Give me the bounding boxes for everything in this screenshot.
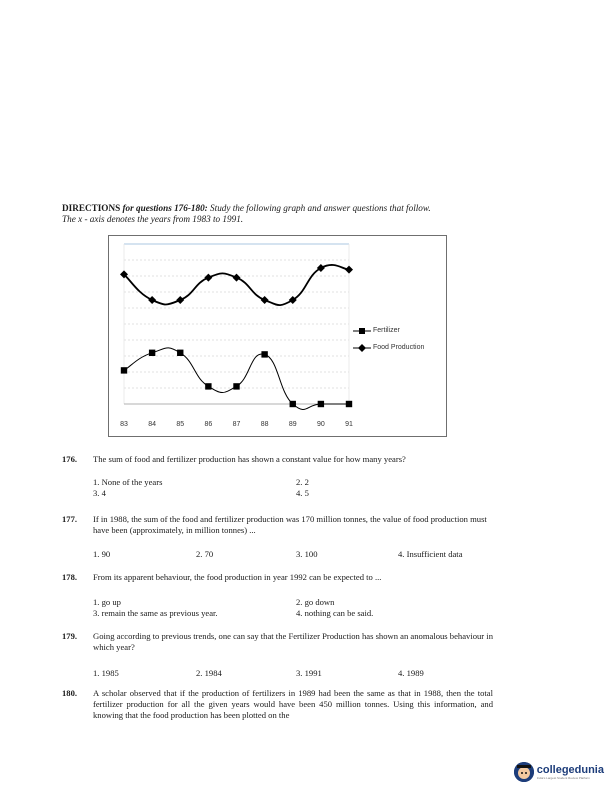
directions-lead: DIRECTIONS xyxy=(62,203,121,213)
x-tick-label: 86 xyxy=(204,421,213,428)
x-tick-label: 89 xyxy=(288,421,297,428)
diamond-marker-icon xyxy=(353,344,371,352)
data-point xyxy=(261,296,269,304)
directions-range: for questions 176-180: xyxy=(122,203,208,213)
question-176 xyxy=(0,454,612,500)
x-tick-label: 91 xyxy=(345,421,353,428)
question-text: Going according to previous trends, one can say that the Fertilizer Production has shown an anomalous behaviour in which year? xyxy=(93,631,493,652)
x-tick-label: 84 xyxy=(148,421,157,428)
option[interactable]: 4. Insufficient data xyxy=(398,549,463,559)
x-tick-label: 83 xyxy=(120,421,128,428)
question-number: 177. xyxy=(62,514,78,524)
option[interactable]: 1. None of the years xyxy=(93,477,163,487)
x-tick-label: 85 xyxy=(176,421,185,428)
data-point xyxy=(177,350,183,356)
option[interactable]: 1. 90 xyxy=(93,549,111,559)
directions-text: Study the following graph and answer questions that follow. xyxy=(210,203,431,213)
option[interactable]: 3. 100 xyxy=(296,549,318,559)
option[interactable]: 3. 4 xyxy=(93,488,106,498)
mascot-icon xyxy=(514,762,534,782)
logo-tagline: India's Largest Student Review Platform xyxy=(536,775,591,780)
logo-name: collegedunia xyxy=(536,763,604,776)
option[interactable]: 4. 1989 xyxy=(398,668,424,678)
option[interactable]: 2. go down xyxy=(296,597,335,607)
series-line-food-production xyxy=(124,265,349,305)
question-number: 180. xyxy=(62,688,78,698)
question-number: 179. xyxy=(62,631,78,641)
legend-label: Fertilizer xyxy=(373,327,400,334)
option[interactable]: 1. 1985 xyxy=(93,668,119,678)
option[interactable]: 3. 1991 xyxy=(296,668,322,678)
option[interactable]: 2. 1984 xyxy=(196,668,222,678)
question-180 xyxy=(0,688,612,728)
chart-legend xyxy=(353,322,424,356)
data-point xyxy=(233,274,241,282)
x-tick-label: 87 xyxy=(232,421,241,428)
data-point xyxy=(346,401,352,407)
data-point xyxy=(345,266,353,274)
option[interactable]: 2. 70 xyxy=(196,549,214,559)
option[interactable]: 1. go up xyxy=(93,597,121,607)
question-179 xyxy=(0,631,612,681)
data-point xyxy=(176,296,184,304)
question-text: If in 1988, the sum of the food and fertilizer production was 170 million tonnes, the value of food production must have been (approximately, in million tonnes) ... xyxy=(93,514,487,535)
option[interactable]: 4. 5 xyxy=(296,488,309,498)
x-tick-label: 90 xyxy=(316,421,325,428)
question-number: 176. xyxy=(62,454,78,464)
directions-line2: The x - axis denotes the years from 1983 to 1991. xyxy=(62,214,244,224)
question-number: 178. xyxy=(62,572,78,582)
data-point xyxy=(121,367,127,373)
legend-item-fertilizer xyxy=(353,322,424,339)
question-text: The sum of food and fertilizer production has shown a constant value for how many years? xyxy=(93,454,406,464)
data-point xyxy=(318,401,324,407)
data-point xyxy=(290,401,296,407)
question-text: A scholar observed that if the production of fertilizers in 1989 had been the same as that in 1988, then the total fertilizer production for all the given years would have been 450 million tonnes. Using this information, and knowing that the food production has been plotted on the xyxy=(93,688,493,720)
collegedunia-logo xyxy=(514,762,604,782)
line-chart xyxy=(108,235,447,437)
x-tick-label: 88 xyxy=(260,421,269,428)
series-line-fertilizer xyxy=(124,348,349,410)
data-point xyxy=(149,350,155,356)
question-178 xyxy=(0,572,612,620)
data-point xyxy=(261,351,267,357)
data-point xyxy=(148,296,156,304)
legend-label: Food Production xyxy=(373,344,425,351)
legend-item-food-production xyxy=(353,339,424,356)
square-marker-icon xyxy=(353,327,371,335)
question-177 xyxy=(0,514,612,562)
data-point xyxy=(205,383,211,389)
question-text: From its apparent behaviour, the food production in year 1992 can be expected to ... xyxy=(93,572,382,582)
option[interactable]: 3. remain the same as previous year. xyxy=(93,608,218,618)
option[interactable]: 4. nothing can be said. xyxy=(296,608,374,618)
option[interactable]: 2. 2 xyxy=(296,477,309,487)
data-point xyxy=(204,274,212,282)
directions xyxy=(62,203,502,225)
data-point xyxy=(233,383,239,389)
